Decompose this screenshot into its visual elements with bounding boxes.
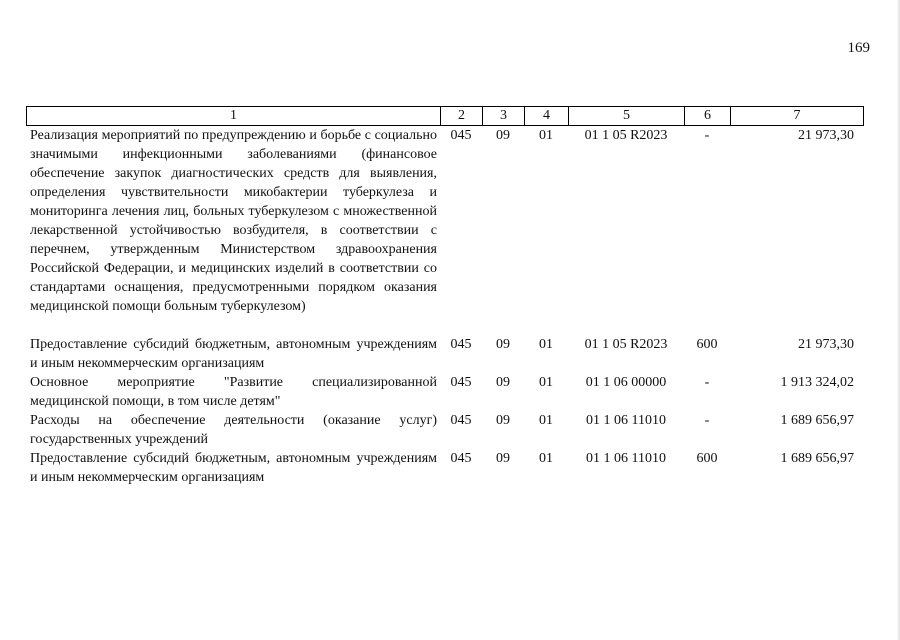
row-description: Расходы на обеспечение деятельности (оказание услуг) государственных учреждений <box>30 413 437 447</box>
row-code-6: - <box>704 375 710 390</box>
row-code-6: - <box>704 128 710 143</box>
header-col-7: 7 <box>793 108 801 123</box>
row-code-4: 01 <box>539 451 553 466</box>
row-code-6: 600 <box>696 337 718 352</box>
table-header <box>26 106 864 126</box>
row-amount: 1 913 324,02 <box>780 375 854 390</box>
row-code-6: 600 <box>696 451 718 466</box>
row-code-3: 09 <box>496 375 510 390</box>
row-code-6: - <box>704 413 710 428</box>
header-col-1: 1 <box>27 107 441 125</box>
table-row <box>26 335 864 373</box>
row-amount: 21 973,30 <box>798 337 854 352</box>
row-description: Предоставление субсидий бюджетным, автономным учреждениям и иным некоммерческим организациям <box>30 451 437 485</box>
row-amount: 1 689 656,97 <box>780 413 854 428</box>
row-code-2: 045 <box>450 413 472 428</box>
row-amount: 21 973,30 <box>798 128 854 143</box>
row-code-5: 01 1 05 R2023 <box>584 128 668 143</box>
row-code-4: 01 <box>539 375 553 390</box>
row-description: Основное мероприятие "Развитие специализированной медицинской помощи, в том числе детям" <box>30 375 437 409</box>
header-col-6: 6 <box>685 107 731 125</box>
row-code-5: 01 1 05 R2023 <box>584 337 668 352</box>
row-code-5: 01 1 06 11010 <box>586 413 666 428</box>
row-code-4: 01 <box>539 128 553 143</box>
row-code-3: 09 <box>496 128 510 143</box>
table-row <box>26 126 864 316</box>
row-description: Предоставление субсидий бюджетным, автономным учреждениям и иным некоммерческим организациям <box>30 337 437 371</box>
row-code-2: 045 <box>450 451 472 466</box>
header-col-4: 4 <box>525 107 569 125</box>
row-code-4: 01 <box>539 337 553 352</box>
row-code-5: 01 1 06 11010 <box>586 451 666 466</box>
header-col-3: 3 <box>483 107 525 125</box>
table-row <box>26 411 864 449</box>
table-row <box>26 449 864 487</box>
row-code-3: 09 <box>496 337 510 352</box>
header-col-2: 2 <box>441 107 483 125</box>
budget-table <box>26 106 864 487</box>
row-amount: 1 689 656,97 <box>780 451 854 466</box>
header-col-5: 5 <box>569 107 685 125</box>
row-code-3: 09 <box>496 451 510 466</box>
row-code-3: 09 <box>496 413 510 428</box>
page-number: 169 <box>847 40 870 56</box>
row-code-4: 01 <box>539 413 553 428</box>
row-spacer <box>26 316 864 335</box>
row-code-2: 045 <box>450 128 472 143</box>
row-code-5: 01 1 06 00000 <box>585 375 667 390</box>
row-code-2: 045 <box>450 337 472 352</box>
table-row <box>26 373 864 411</box>
row-code-2: 045 <box>450 375 472 390</box>
row-description: Реализация мероприятий по предупреждению и борьбе с социально значимыми инфекционными заболеваниями (финансовое обеспечение закупок диагностических средств для выявления, определения чувствительности микобактерии туберкулеза и мониторинга лечения лиц, больных туберкулезом с множественной лекарственной устойчивостью возбудителя, в соответствии с перечнем, утвержденным Министерством здравоохранения Российской Федерации, и медицинских изделий в соответствии со стандартами оснащения, предусмотренными порядком оказания медицинской помощи больным туберкулезом) <box>30 128 437 314</box>
